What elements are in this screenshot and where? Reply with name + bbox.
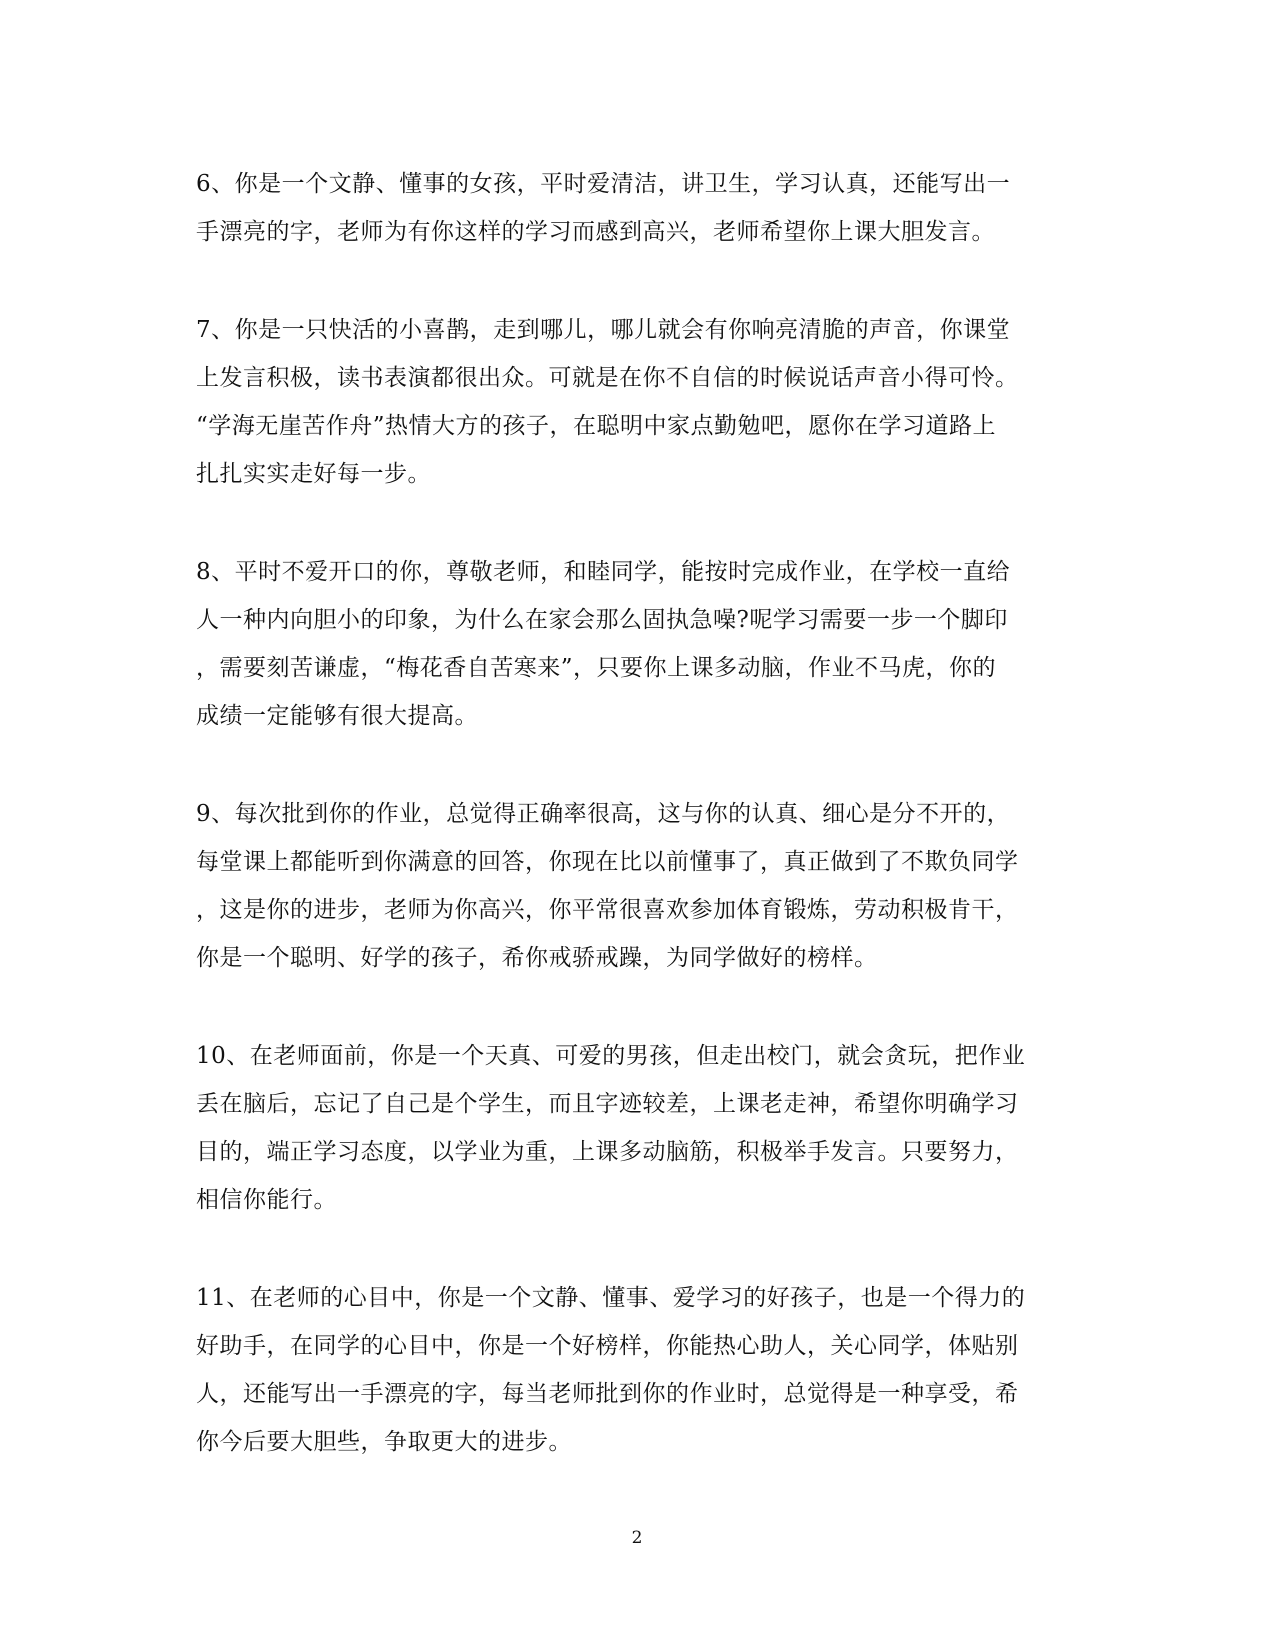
text-line: 10、在老师面前，你是一个天真、可爱的男孩，但走出校门，就会贪玩，把作业 [196, 1043, 1026, 1069]
text-line: 上发言积极，读书表演都很出众。可就是在你不自信的时候说话声音小得可怜。 [196, 365, 1019, 391]
text-line: 人，还能写出一手漂亮的字，每当老师批到你的作业时，总觉得是一种享受，希 [196, 1381, 1019, 1407]
page-number: 2 [631, 1528, 643, 1548]
text-line: 8、平时不爱开口的你，尊敬老师，和睦同学，能按时完成作业，在学校一直给 [196, 559, 1011, 585]
text-line: 成绩一定能够有很大提高。 [196, 703, 478, 729]
paragraph-10 [196, 1032, 1086, 1224]
text-line: 你今后要大胆些，争取更大的进步。 [196, 1429, 572, 1455]
text-line: 相信你能行。 [196, 1187, 337, 1213]
paragraph-7 [196, 306, 1086, 498]
text-line: 9、每次批到你的作业，总觉得正确率很高，这与你的认真、细心是分不开的， [196, 801, 1011, 827]
text-line: 11、在老师的心目中，你是一个文静、懂事、爱学习的好孩子，也是一个得力的 [196, 1285, 1026, 1311]
text-line: ，这是你的进步，老师为你高兴，你平常很喜欢参加体育锻炼，劳动积极肯干， [196, 897, 1019, 923]
text-line: 每堂课上都能听到你满意的回答，你现在比以前懂事了，真正做到了不欺负同学 [196, 849, 1019, 875]
text-line: 你是一个聪明、好学的孩子，希你戒骄戒躁，为同学做好的榜样。 [196, 945, 878, 971]
text-line: 丢在脑后，忘记了自己是个学生，而且字迹较差，上课老走神，希望你明确学习 [196, 1091, 1019, 1117]
text-line: “学海无崖苦作舟”热情大方的孩子，在聪明中家点勤勉吧，愿你在学习道路上 [196, 413, 997, 439]
text-line: ，需要刻苦谦虚，“梅花香自苦寒来”，只要你上课多动脑，作业不马虎，你的 [196, 655, 997, 681]
text-line: 目的，端正学习态度，以学业为重，上课多动脑筋，积极举手发言。只要努力， [196, 1139, 1019, 1165]
paragraph-6 [196, 160, 1086, 256]
paragraph-9 [196, 790, 1086, 982]
text-line: 好助手，在同学的心目中，你是一个好榜样，你能热心助人，关心同学，体贴别 [196, 1333, 1019, 1359]
paragraph-11 [196, 1274, 1086, 1466]
text-line: 人一种内向胆小的印象，为什么在家会那么固执急噪?呢学习需要一步一个脚印 [196, 607, 1008, 633]
text-line: 7、你是一只快活的小喜鹊，走到哪儿，哪儿就会有你响亮清脆的声音，你课堂 [196, 317, 1011, 343]
text-line: 手漂亮的字，老师为有你这样的学习而感到高兴，老师希望你上课大胆发言。 [196, 219, 995, 245]
text-line: 6、你是一个文静、懂事的女孩，平时爱清洁，讲卫生，学习认真，还能写出一 [196, 171, 1011, 197]
document-body [196, 160, 1086, 1516]
paragraph-8 [196, 548, 1086, 740]
text-line: 扎扎实实走好每一步。 [196, 461, 431, 487]
